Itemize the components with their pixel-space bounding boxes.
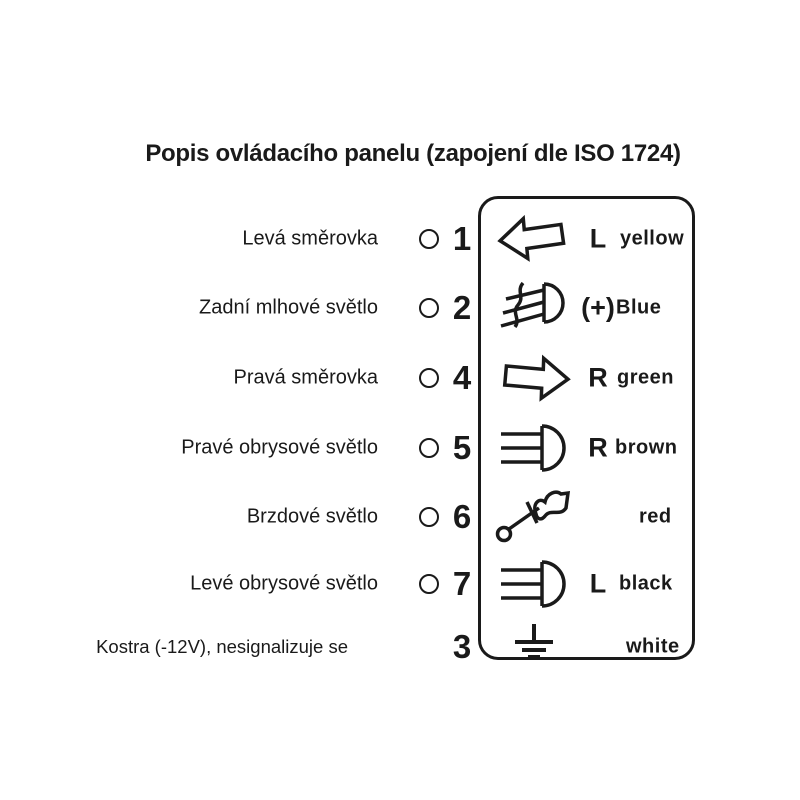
indicator-circle	[419, 298, 439, 318]
indicator-circle	[419, 438, 439, 458]
function-label: Pravé obrysové světlo	[181, 436, 378, 459]
wire-color-label: yellow	[620, 227, 685, 250]
wire-color-label: Blue	[616, 296, 662, 319]
ground-icon	[492, 616, 576, 678]
left-arrow-icon	[492, 208, 576, 270]
pin-number: 2	[452, 289, 472, 326]
function-label: Zadní mlhové světlo	[199, 296, 378, 319]
wire-color-label: black	[619, 572, 673, 595]
indicator-circle	[419, 368, 439, 388]
side-letter: R	[588, 432, 608, 463]
function-label: Levé obrysové světlo	[190, 572, 378, 595]
pin-number: 4	[452, 359, 472, 396]
position-light-icon	[492, 553, 576, 615]
wire-color-label: brown	[615, 436, 678, 459]
rear-fog-light-icon	[492, 277, 576, 339]
indicator-circle	[419, 574, 439, 594]
wire-color-label: green	[617, 366, 674, 389]
pin-number: 6	[452, 498, 472, 535]
pin-number: 5	[452, 429, 472, 466]
side-letter: (+)	[581, 292, 615, 323]
wire-color-label: white	[626, 635, 680, 658]
right-arrow-icon	[492, 347, 576, 409]
indicator-circle	[419, 229, 439, 249]
function-label: Kostra (-12V), nesignalizuje se	[96, 636, 348, 657]
pin-number: 1	[452, 220, 472, 257]
function-label: Pravá směrovka	[233, 366, 378, 389]
side-letter: L	[589, 223, 607, 254]
side-letter: L	[589, 568, 607, 599]
position-light-icon	[492, 417, 576, 479]
wire-color-label: red	[639, 505, 672, 528]
pin-number: 7	[452, 565, 472, 602]
brake-light-icon	[492, 486, 576, 548]
indicator-circle	[419, 507, 439, 527]
pin-number: 3	[452, 628, 472, 665]
side-letter: R	[588, 362, 608, 393]
function-label: Brzdové světlo	[246, 505, 378, 528]
function-label: Levá směrovka	[242, 227, 378, 250]
page-title: Popis ovládacího panelu (zapojení dle ISO 1724)	[145, 140, 681, 167]
